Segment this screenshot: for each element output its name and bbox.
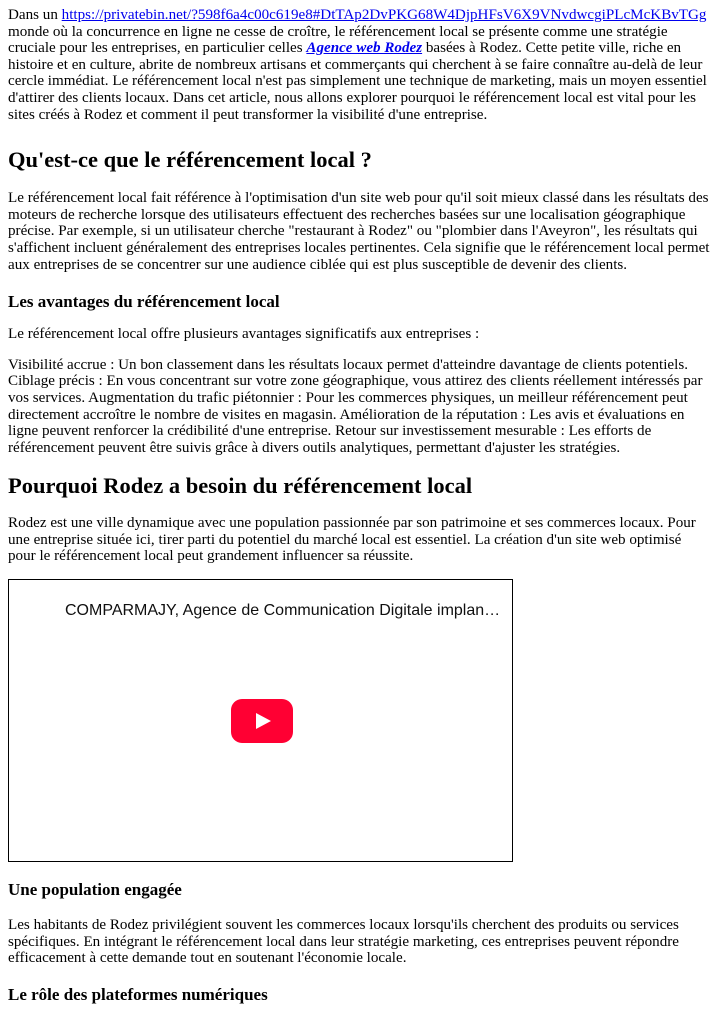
privatebin-link[interactable]: https://privatebin.net/?598f6a4c00c619e8#DtTAp2DvPKG68W4DjpHFsV6X9VNvdwcgiPLcMcKBvTGg — [61, 7, 707, 23]
paragraph-advantages-intro: Le référencement local offre plusieurs avantages significatifs aux entreprises : — [8, 326, 480, 343]
heading-digital-platforms: Le rôle des plateformes numériques — [8, 984, 268, 1004]
article — [0, 7, 720, 1005]
intro-text-before: Dans un — [8, 7, 62, 23]
paragraph-advantages-list: Visibilité accrue : Un bon classement dans les résultats locaux permet d'atteindre davantage de clients potentiels. Ciblage précis : En vous concentrant sur votre zone géographique, vous attirez des clients réellement intéressés par vos services. Augmentation du trafic piétonnier : Pour les commerces physiques, un meilleur référencement peut directement accroître le nombre de visites en magasin. Amélioration de la réputation : Les avis et évaluations en ligne peuvent renforcer la crédibilité d'une entreprise. Retour sur investissement mesurable : Les efforts de référencement peuvent être suivis grâce à divers outils analytiques, permettant d'ajuster les stratégies. — [8, 356, 703, 456]
video-embed[interactable] — [8, 579, 513, 862]
intro-paragraph — [8, 7, 712, 123]
paragraph-engaged-population: Les habitants de Rodez privilégient souvent les commerces locaux lorsqu'ils cherchent des produits ou services spécifiques. En intégrant le référencement local dans leur stratégie marketing, ces entreprises peuvent répondre efficacement à cette demande tout en soutenant l'économie locale. — [8, 917, 679, 967]
heading-advantages: Les avantages du référencement local — [8, 292, 280, 312]
intro-text-middle: monde où la concurrence en ligne ne cesse de croître, le référencement local se présente comme une stratégie cruciale pour les entreprises, en particulier celles — [8, 23, 668, 57]
intro-text-after: basées à Rodez. Cette petite ville, riche en histoire et en culture, abrite de nombreux artisans et commerçants qui cherchent à se faire connaître au-delà de leur cercle immédiat. Le référencement local n'est pas simplement une technique de marketing, mais un moyen essentiel d'attirer des clients locaux. Dans cet article, nous allons explorer pourquoi le référencement local est vital pour les sites créés à Rodez et comment il peut transformer la visibilité d'une entreprise. — [8, 40, 707, 123]
agency-web-rodez-link[interactable]: Agence web Rodez — [306, 40, 423, 57]
heading-engaged-population: Une population engagée — [8, 880, 182, 900]
video-title[interactable]: COMPARMAJY, Agence de Communication Digitale implan… — [65, 602, 501, 620]
paragraph-why-rodez: Rodez est une ville dynamique avec une population passionnée par son patrimoine et ses commerces locaux. Pour une entreprise située ici, tirer parti du potentiel du marché local est essentiel. La création d'un site web optimisé pour le référencement local peut grandement influencer sa réussite. — [8, 515, 696, 565]
youtube-play-icon[interactable] — [231, 699, 293, 743]
play-triangle-icon — [256, 713, 271, 729]
paragraph-what-is-local-seo: Le référencement local fait référence à l'optimisation d'un site web pour qu'il soit mieux classé dans les résultats des moteurs de recherche lorsque des utilisateurs effectuent des recherches basées sur une localisation géographique précise. Par exemple, si un utilisateur cherche "restaurant à Rodez" ou "plombier dans l'Aveyron", les résultats qui s'affichent incluent généralement des entreprises locales pertinentes. Cela signifie que le référencement local permet aux entreprises de se concentrer sur une audience ciblée qui est plus susceptible de devenir des clients. — [8, 190, 710, 273]
heading-why-rodez: Pourquoi Rodez a besoin du référencement local — [8, 473, 473, 499]
heading-what-is-local-seo: Qu'est-ce que le référencement local ? — [8, 147, 372, 173]
